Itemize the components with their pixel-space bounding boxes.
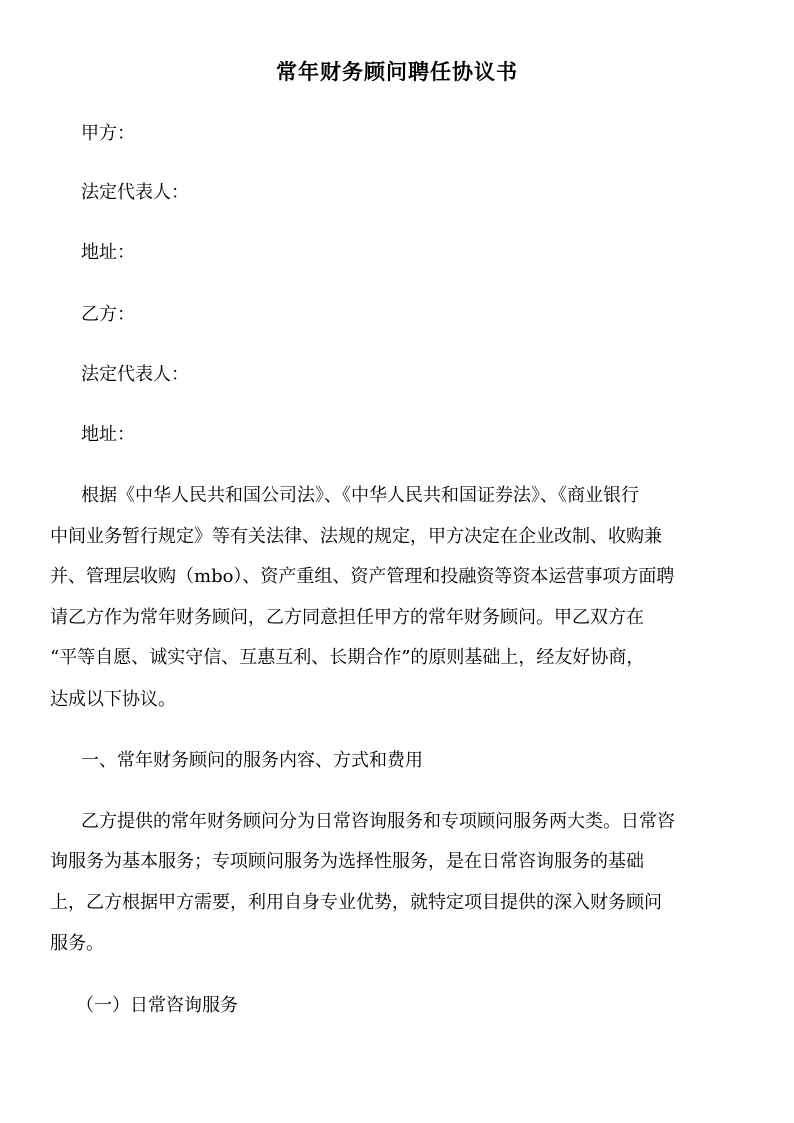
section-1-paragraph-line: 询服务为基本服务；专项顾问服务为选择性服务，是在日常咨询服务的基础 [50, 851, 644, 872]
party-b-label: 乙方： [81, 304, 135, 325]
section-1-paragraph-line: 上，乙方根据甲方需要，利用自身专业优势，就特定项目提供的深入财务顾问 [50, 892, 662, 913]
party-a-label: 甲方： [81, 123, 135, 144]
section-1-paragraph-line: 服务。 [50, 933, 104, 954]
document-title: 常年财务顾问聘任协议书 [276, 59, 518, 84]
party-a-address-label: 地址： [81, 242, 135, 263]
intro-paragraph-line: 中间业务暂行规定》等有关法律、法规的规定，甲方决定在企业改制、收购兼 [50, 526, 662, 547]
subsection-1-heading: （一）日常咨询服务 [76, 995, 238, 1016]
section-1-heading: 一、常年财务顾问的服务内容、方式和费用 [81, 750, 423, 771]
intro-paragraph-line: 根据《中华人民共和国公司法》、《中华人民共和国证券法》、《商业银行 [81, 485, 639, 506]
party-a-representative-label: 法定代表人： [81, 182, 189, 203]
party-b-representative-label: 法定代表人： [81, 364, 189, 385]
intro-paragraph-line: 请乙方作为常年财务顾问，乙方同意担任甲方的常年财务顾问。甲乙双方在 [50, 607, 644, 628]
intro-paragraph-line: 达成以下协议。 [50, 689, 176, 710]
intro-paragraph-line: “平等自愿、诚实守信、互惠互利、长期合作”的原则基础上，经友好协商， [50, 647, 645, 668]
party-b-address-label: 地址： [81, 424, 135, 445]
section-1-paragraph-line: 乙方提供的常年财务顾问分为日常咨询服务和专项顾问服务两大类。日常咨 [81, 811, 675, 832]
intro-paragraph-line: 并、管理层收购（mbo）、资产重组、资产管理和投融资等资本运营事项方面聘 [50, 566, 675, 587]
